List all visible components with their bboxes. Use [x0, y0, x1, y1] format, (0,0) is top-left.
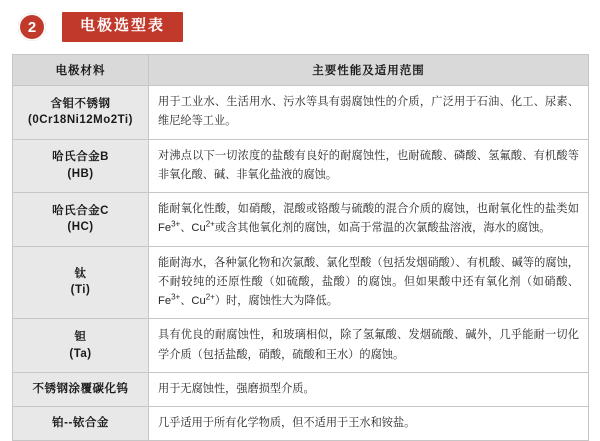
cell-description: 用于工业水、生活用水、污水等具有弱腐蚀性的介质，广泛用于石油、化工、尿素、维尼纶等工业。: [149, 86, 589, 140]
cell-material: [13, 139, 149, 193]
cell-material: [13, 246, 149, 319]
material-name-line2: (0Cr18Ni12Mo2Ti): [28, 114, 133, 127]
section-number-badge: 2: [18, 13, 46, 41]
cell-description: [149, 193, 589, 247]
material-name-line1: 钽: [74, 330, 87, 343]
cell-description: 对沸点以下一切浓度的盐酸有良好的耐腐蚀性，也耐硫酸、磷酸、氢氟酸、有机酸等非氧化酸、碱、非氧化盐液的腐蚀。: [149, 139, 589, 193]
material-name-line1: 钛: [74, 267, 87, 280]
desc-part: 、Cu: [180, 222, 206, 235]
document-header: [12, 10, 588, 44]
desc-superscript: 2+: [205, 292, 215, 302]
table-row: [13, 319, 589, 373]
desc-superscript: 2+: [205, 219, 215, 229]
cell-description: 具有优良的耐腐蚀性，和玻璃相似，除了氢氟酸、发烟硫酸、碱外，几乎能耐一切化学介质（包括盐酸，硝酸，硫酸和王水）的腐蚀。: [149, 319, 589, 373]
desc-superscript: 3+: [171, 292, 181, 302]
table-row: [13, 139, 589, 193]
desc-part: 能耐氧化性酸，如硝酸，混酸或铬酸与硫酸的混合介质的腐蚀，也耐氧化性的盐类如Fe: [158, 203, 579, 235]
desc-part: 、Cu: [180, 295, 206, 308]
desc-part: 能耐海水，各种氯化物和次氯酸、氯化型酸（包括发烟硝酸）、有机酸、碱等的腐蚀，不耐较纯的还原性酸（如硫酸，盐酸）的腐蚀。但如果酸中还有氧化剂（如硝酸、Fe: [158, 256, 579, 308]
cell-description: 几乎适用于所有化学物质，但不适用于王水和铵盐。: [149, 407, 589, 441]
material-name-line2: (Ta): [69, 347, 92, 360]
material-name-line1: 铂--铱合金: [52, 417, 109, 430]
table-header: [13, 55, 589, 86]
material-name-line2: (Ti): [70, 284, 91, 297]
table-header-row: [13, 55, 589, 86]
desc-superscript: 3+: [171, 219, 181, 229]
cell-material: [13, 407, 149, 441]
material-name-line2: (HB): [67, 167, 94, 180]
table-body: [13, 86, 589, 441]
page-title: 电极选型表: [62, 12, 183, 42]
material-name-line1: 哈氏合金B: [52, 151, 109, 164]
table-row: [13, 407, 589, 441]
table-row: [13, 246, 589, 319]
table-row: [13, 193, 589, 247]
cell-description: [149, 246, 589, 319]
table-row: [13, 86, 589, 140]
cell-material: [13, 372, 149, 406]
cell-material: [13, 319, 149, 373]
cell-material: [13, 86, 149, 140]
desc-part: ）时，腐蚀性大为降低。: [214, 295, 338, 308]
table-row: [13, 372, 589, 406]
column-header-material: 电极材料: [13, 55, 149, 86]
material-name-line1: 含钼不锈钢: [50, 97, 111, 110]
material-name-line1: 不锈钢涂覆碳化钨: [32, 383, 129, 396]
material-name-line1: 哈氏合金C: [52, 204, 109, 217]
electrode-selection-table: [12, 54, 589, 441]
cell-description: 用于无腐蚀性，强磨损型介质。: [149, 372, 589, 406]
cell-material: [13, 193, 149, 247]
column-header-description: 主要性能及适用范围: [149, 55, 589, 86]
desc-part: 或含其他氧化剂的腐蚀，如高于常温的次氯酸盐溶液，海水的腐蚀。: [214, 222, 551, 235]
material-name-line2: (HC): [67, 221, 94, 234]
